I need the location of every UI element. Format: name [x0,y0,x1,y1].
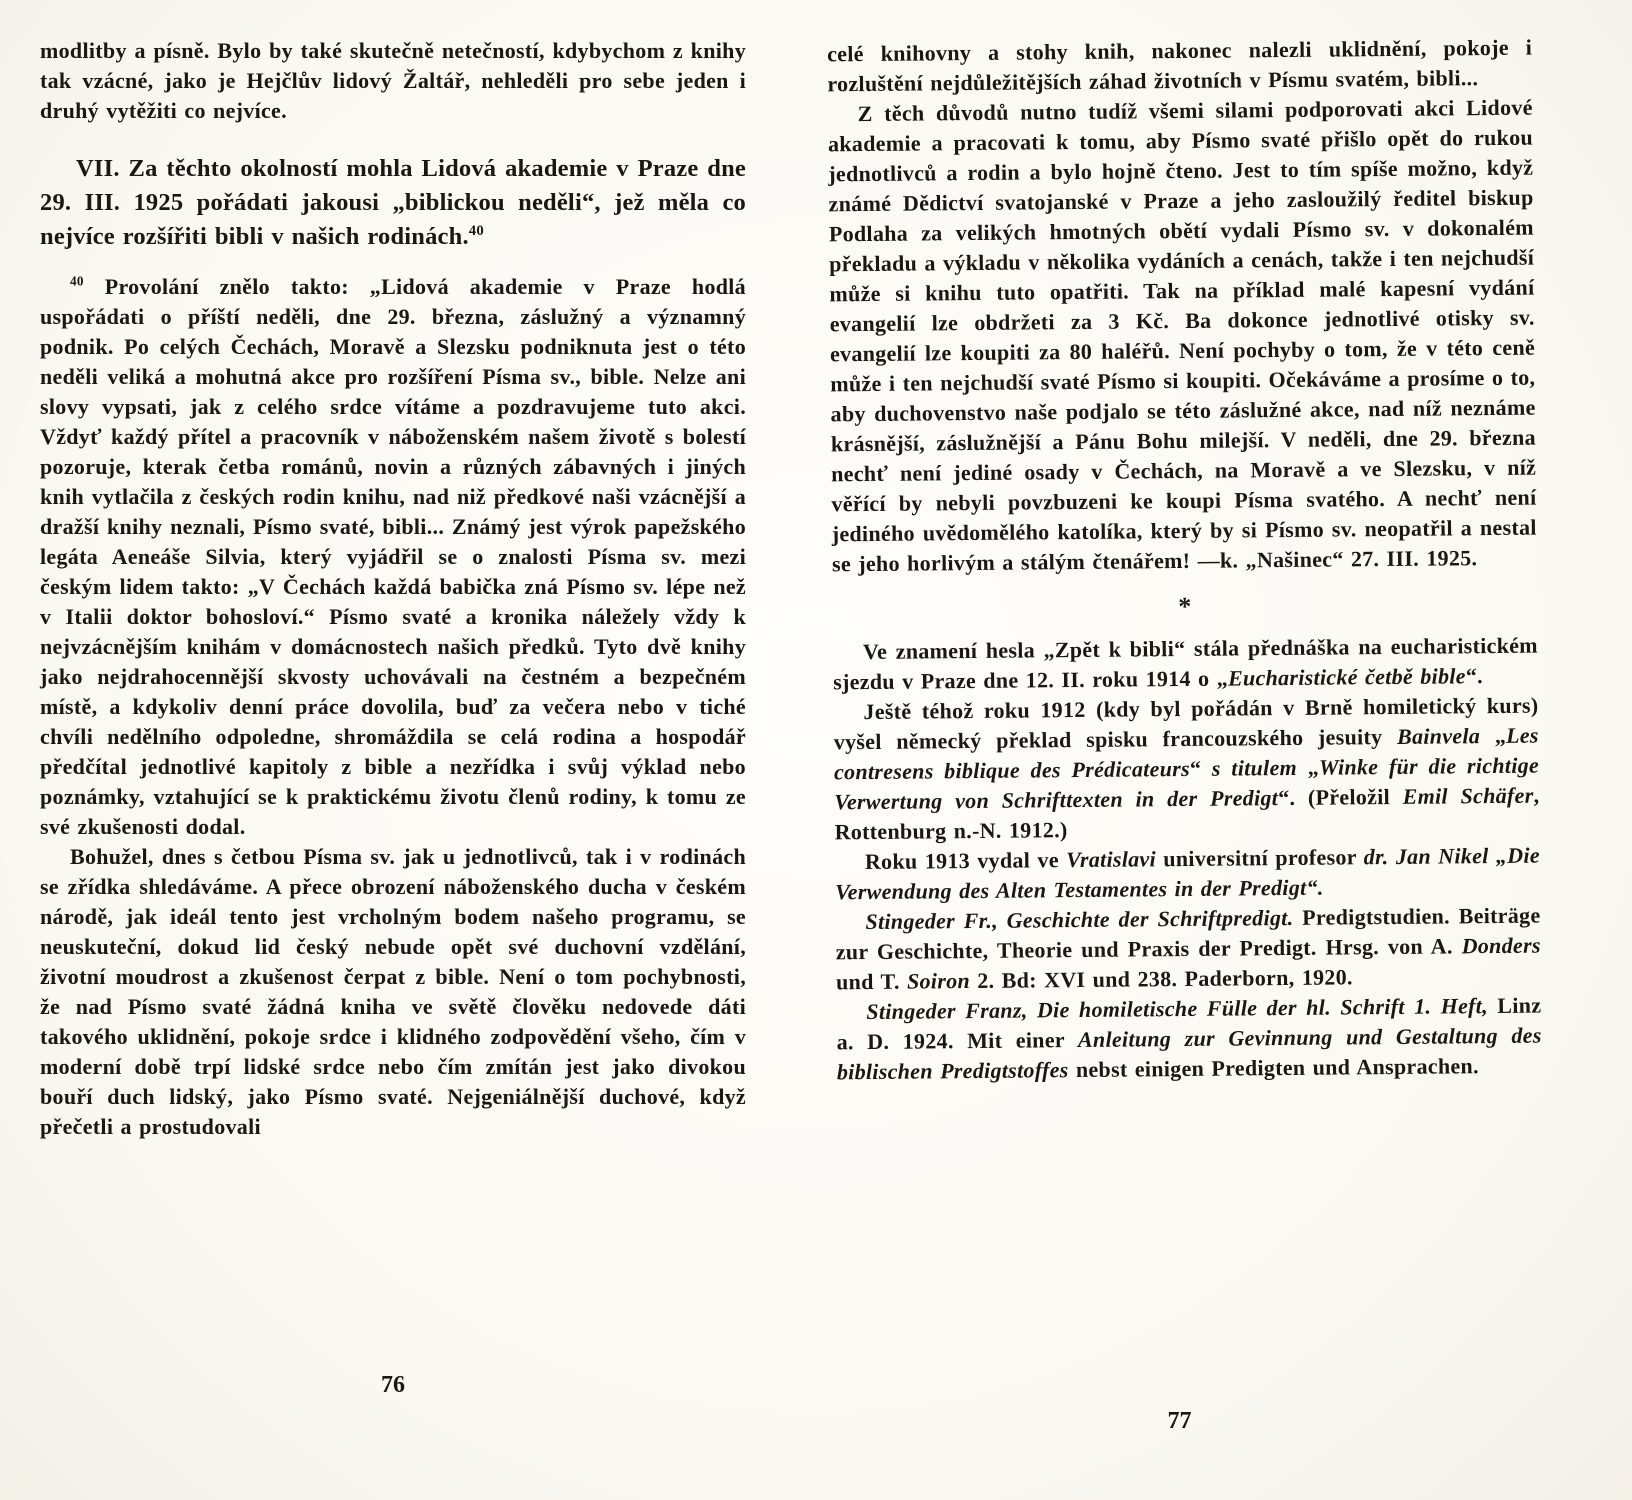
paragraph [835,841,1541,908]
page-77-text [827,33,1542,1088]
italic-text-run: Soiron [906,968,971,994]
text-run: VII. Za těchto okolností mohla Lidová akademie v Praze dne 29. III. 1925 pořádati jakousi „biblickou neděli“, jež měla co nejvíce rozšířiti bibli v našich rodinách. [40,155,746,250]
text-run: Linz a. D. 1924. Mit einer [836,992,1542,1055]
italic-text-run: Stingeder Fr., Geschichte der Schriftpredigt. [865,904,1294,935]
text-run: , Rottenburg n.-N. 1912.) [834,782,1540,845]
text-run: Ve znamení hesla „Zpět k bibli“ stála přednáška na eucharistickém sjezdu v Praze dne 12. II. roku 1914 o „ [833,632,1538,695]
footnote-marker: 40 [468,222,484,239]
text-run: „ [1296,754,1320,780]
text-run: “. (Přeložil [1278,783,1403,811]
text-run: 2. Bd: XVI und 238. Paderborn, 1920. [969,964,1353,994]
paragraph [836,991,1542,1088]
italic-text-run: Stingeder Franz, Die homiletische Fülle der hl. Schrift 1. Heft, [866,993,1489,1025]
page-number-right: 77 [1167,1408,1192,1434]
text-run: „ [1480,722,1507,749]
text-run: universitní profesor [1155,844,1364,872]
section-heading [40,152,746,254]
italic-text-run: Winke für die richtige Verwertung von Schrifttexten in der Predigt [834,752,1540,815]
italic-text-run: Vratislavi [1066,846,1157,873]
italic-text-run: dr. Jan Nikel „Die Verwendung des Alten Testamentes in der Predigt“. [835,842,1541,905]
paragraph [833,691,1539,848]
text-run: nebst einigen Predigten und Ansprachen. [1068,1053,1479,1083]
paragraph [40,272,746,842]
italic-text-run: Donders [1461,932,1541,959]
footnote-marker: 40 [70,273,84,289]
paragraph [40,36,746,126]
paragraph [827,33,1533,100]
italic-text-run: Bainvela [1396,723,1481,749]
text-run: Provolání znělo takto: „Lidová akademie v Praze hodlá uspořádati o příští neděli, dne 29. března, záslužný a významný podnik. Po celých Čechách, Moravě a Slezsku podniknuta jest o této neděli veliká a mohutná akce pro rozšíření Písma sv., bible. Nelze ani slovy vypsati, jak z celého srdce vítáme a pozdravujeme tuto akci. Vždyť každý přítel a pracovník v náboženském našem životě s bolestí pozoruje, kterak četba románů, novin a různých zábavných i jiných knih vytlačila z českých rodin knihu, nad niž předkové naši vzácnější a dražší knihy neznali, Písmo svaté, bibli... Známý jest výrok papežského legáta Aeneáše Silvia, který vyjádřil se o znalosti Písma sv. mezi českým lidem takto: „V Čechách každá babička zná Písmo sv. lépe než v Italii doktor bohosloví.“ Písmo svaté a kronika náležely vždy k nejvzácnějším knihám v domácnostech našich předků. Tyto dvě knihy jako nejdrahocennější skvosty uchovávali na čestném a bezpečném místě, a kdykoliv denní práce dovolila, buď za večera nebo v tiché chvíli nedělního odpoledne, shromáždila se celá rodina a hospodář předčítal jednotlivé kapitoly z bible a nezřídka i svůj výklad nebo poznámky, vztahující se k praktickému životu členů rodiny, k tomu ze své zkušenosti dodal. [40,274,746,839]
text-run: celé knihovny a stohy knih, nakonec nalezli uklidnění, pokoje i rozluštění nejdůležitějších záhad životních v Písmu svatém, bibli... [827,34,1533,97]
page-number-left: 76 [381,1372,405,1398]
page-76-text [40,36,746,1142]
text-run: Bohužel, dnes s četbou Písma sv. jak u jednotlivců, tak i v rodinách se zřídka shledáváme. A přece obrození náboženského ducha v českém národě, jak ideál tento jest vrcholným bodem našeho programu, se neuskuteční, dokud lid český nebude opět své duchovní vzdělání, životní moudrost a zkušenost čerpat z bible. Není o tom pochybnosti, že nad Písmo svaté žádná kniha ve světě člověku nedovede dáti takového uklidnění, pokoje srdce i klidného zodpovědění všeho, čím v moderní době trpí lidské srdce nebo čím zmítán jest jako divokou bouří duch lidský, jako Písmo svaté. Nejgeniálnější duchové, když přečetli a prostudovali [40,844,746,1139]
paragraph [833,631,1539,698]
italic-text-run: Emil Schäfer [1402,782,1534,809]
italic-text-run: s titulem [1211,754,1298,781]
italic-text-run: Les contresens biblique des Prédicateurs [833,722,1539,785]
text-run: und T. [835,968,908,995]
italic-text-run: Anleitung zur Gevinnung und Gestaltung des biblischen Predigtstoffes [836,1022,1542,1085]
text-run: Z těch důvodů nutno tudíž všemi silami podporovati akci Lidové akademie a pracovati k tomu, aby Písmo svaté přišlo opět do rukou jednotlivců a rodin a bylo hojně čteno. Jest to tím spíše možno, když známé Dědictví svatojanské v Praze a jeho zasloužilý ředitel biskup Podlaha za velikých hmotných obětí vydali Písmo sv. v dokonalém překladu a výkladu v několika vydáních a cenách, takže i ten nejchudší může si knihu tuto opatřiti. Tak na příklad malé kapesní vydání evangelií lze obdržeti za 3 Kč. Ba dokonce jednotlivé otisky sv. evangelií lze koupiti za 80 haléřů. Není pochyby o tom, že v této ceně může i ten nejchudší svaté Písmo si koupiti. Očekáváme a prosíme o to, aby duchovenstvo naše podjalo se této záslužné akce, nad níž neznáme krásnější, záslužnější a Pánu Bohu milejší. V neděli, dne 29. března nechť není jediné osady v Čechách, na Moravě a ve Slezsku, v níž věřící by nebyli povzbuzeni ke koupi Písma svatého. A nechť není jediného uvědomělého katolíka, který by si Písmo sv. neopatřil a nestal se jeho horlivým a stálým čtenářem! —k. „Našinec“ 27. III. 1925. [827,94,1537,577]
text-run: Predigtstudien. Beiträge zur Geschichte, Theorie und Praxis der Predigt. Hrsg. von A. [835,902,1541,965]
paragraph [828,93,1538,580]
text-run: Roku 1913 vydal ve [864,847,1067,875]
text-run: modlitby a písně. Bylo by také skutečně netečností, kdybychom z knihy tak vzácné, jako je Hejčlův lidový Žaltář, nehleděli pro sebe jeden i druhý vytěžiti co nejvíce. [40,38,746,123]
section-separator-star: * [1178,591,1192,622]
text-run: Ještě téhož roku 1912 (kdy byl pořádán v Brně homiletický kurs) vyšel německý překlad spisku francouzského jesuity [833,692,1539,755]
italic-text-run: Eucharistické četbě bible [1227,663,1466,691]
text-run: “ [1189,755,1212,781]
paragraph [40,842,746,1142]
paragraph [835,901,1541,998]
text-run: “. [1465,663,1484,689]
